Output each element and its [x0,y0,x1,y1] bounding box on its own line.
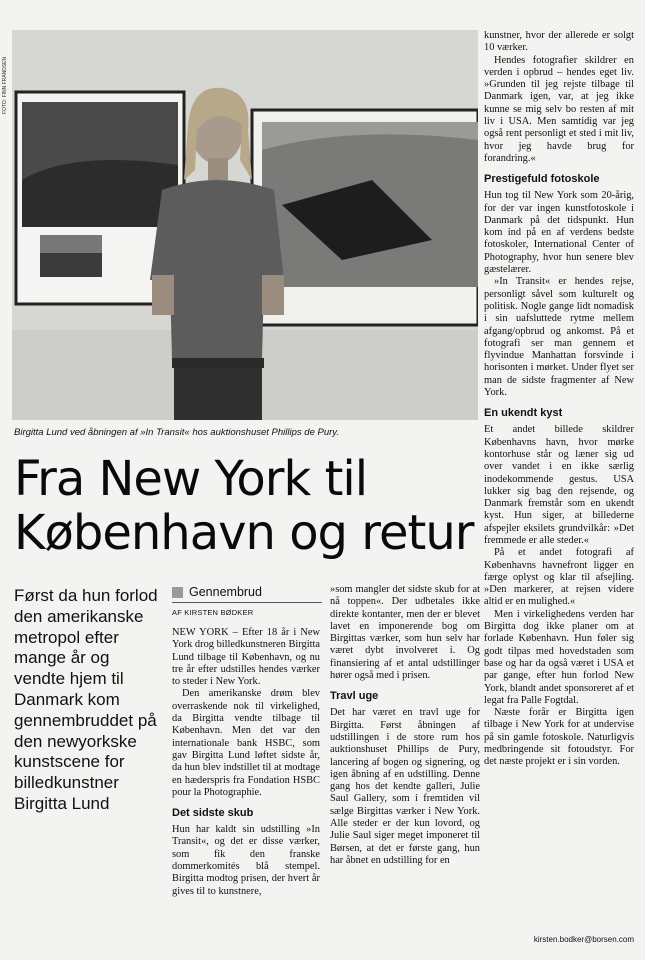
section-label [172,585,322,603]
paragraph: Et andet billede skildrer Københavns havn, hvor mørke kontorhuse står og læner sig ud over vandet i en ikke særlig inodekommende gestus. USA lukker sig bag den rejsende, og Danmark fremstår som en ukendt kyst. Hun siger, at billederne afspejler eksilets grundvilkår: »Det fremmede er alle steder.« [484,424,634,546]
paragraph: kunstner, hvor der allerede er solgt 10 værker. [484,30,634,54]
photo-caption: Birgitta Lund ved åbningen af »In Transit« hos auktionshuset Phillips de Pury. [14,427,339,438]
paragraph: Men i virkelighedens verden har Birgitta dog ikke planer om at forlade København. Hun føler sig godt tilpas med hovedstaden som base og har da også været i USA et par gange, efter hun forlod New York, blandt andet sponsoreret af et legat fra Palle Fogtdal. [484,608,634,706]
author-email: kirsten.bodker@borsen.com [533,935,634,944]
paragraph: Hendes fotografier skildrer en verden i opbrud – hendes eget liv. »Grunden til jeg rejste tilbage til Danmark igen, var, at jeg ikke kunne se mig selv bo resten af mit liv i USA. Men samtidig var jeg også rent personligt et sted i mit liv, hvor jeg havde brug for forandring.« [484,54,634,164]
paragraph: På et andet fotografi af Københavns havnefront ligger en færge oplyst og klar til afsejling. »Den markerer, at rejsen videre altid er en mulighed.« [484,547,634,608]
paragraph: Hun tog til New York som 20-årig, for der var ingen kunstfotoskole i Danmark på det tidspunkt. Hun kom ind på en af verdens bedste fotoskoler, International Center of Photography, hvor hun senere blev gæstelærer. [484,190,634,276]
section-marker [172,587,183,598]
article-photo [12,30,478,420]
section-title: Gennembrud [189,585,262,599]
paragraph: Den amerikanske drøm blev overraskende nok til virkelighed, da Birgitta vendte tilbage til København. Men det var den internationale bank HSBC, som gav Birgitta Lund løftet sidste år, da hun blev indstillet til at modtage en hæderspris fra Fondation HSBC pour la Photographie. [172,688,320,798]
photo-credit: FOTO: FINN FRANDSEN [2,56,8,114]
paragraph: »som mangler det sidste skub for at nå toppen«. Der udbetales ikke direkte kontanter, men der er blevet lavet en imponerende bog om Birgittas værker, som hun selv har været dybt involveret i. Og finansiering af et antal udstillinger hører også med i prisen. [330,584,480,682]
headline-line-2: København og retur [14,505,474,561]
byline: AF KIRSTEN BØDKER [172,608,254,617]
paragraph: »In Transit« er hendes rejse, personligt såvel som kulturelt og politisk. Nogle gange lidt nomadisk i sin uafsluttede rytme mellem afgang/opbrud og ankomst. På et fotografi ser man gennem et flyvindue Manhattan forsvinde i horisonten i mørket. Under flyet ser man de sidste fragmenter af New York. [484,276,634,399]
paragraph: Hun har kaldt sin udstilling »In Transit«, og det er disse værker, som fik den franske dommerkomités blå stempel. Birgitta modtog prisen, der hvert år gives til to kunstnere, [172,824,320,897]
article-column-2 [172,627,320,898]
subheading: Prestigefuld fotoskole [484,173,600,186]
lede: Først da hun forlod den amerikanske metropol efter mange år og vendte hjem til Danmark kom gennembruddet på den newyorkske kunstscene for billedkunstner Birgitta Lund [14,586,158,813]
photo-illustration [12,30,478,420]
subheading: En ukendt kyst [484,407,563,420]
paragraph: Det har været en travl uge for Birgitta. Først åbningen af udstillingen i de store rum hos auktionshuset Phillips de Pury, lancering af bogen og signering, og igen åbning af en udstilling. Denne gang hos det kendte galleri, Julie Saul Gallery, som i fremtiden vil sælge Birgittas værker i New York. Alle steder er der kun lovord, og Julie Saul siger meget imponeret til Børsen, at det er første gang, hun har åbnet en udstilling for en [330,707,480,866]
paragraph: NEW YORK – Efter 18 år i New York drog billedkunstneren Birgitta Lund tilbage til København, og nu tre år efter udstilles hendes værker to steder i New York. [172,627,320,688]
subheading: Travl uge [330,690,379,703]
subheading: Det sidste skub [172,807,254,820]
paragraph: Næste forår er Birgitta igen tilbage i New York for at undervise på sin gamle fotoskole. Naturligvis medbringende sit fotoudstyr. For det næste projekt er i sin vorden. [484,707,634,768]
headline [14,452,494,560]
article-column-3 [330,584,480,867]
headline-line-1: Fra New York til [14,451,368,507]
article-column-4 [484,30,634,769]
